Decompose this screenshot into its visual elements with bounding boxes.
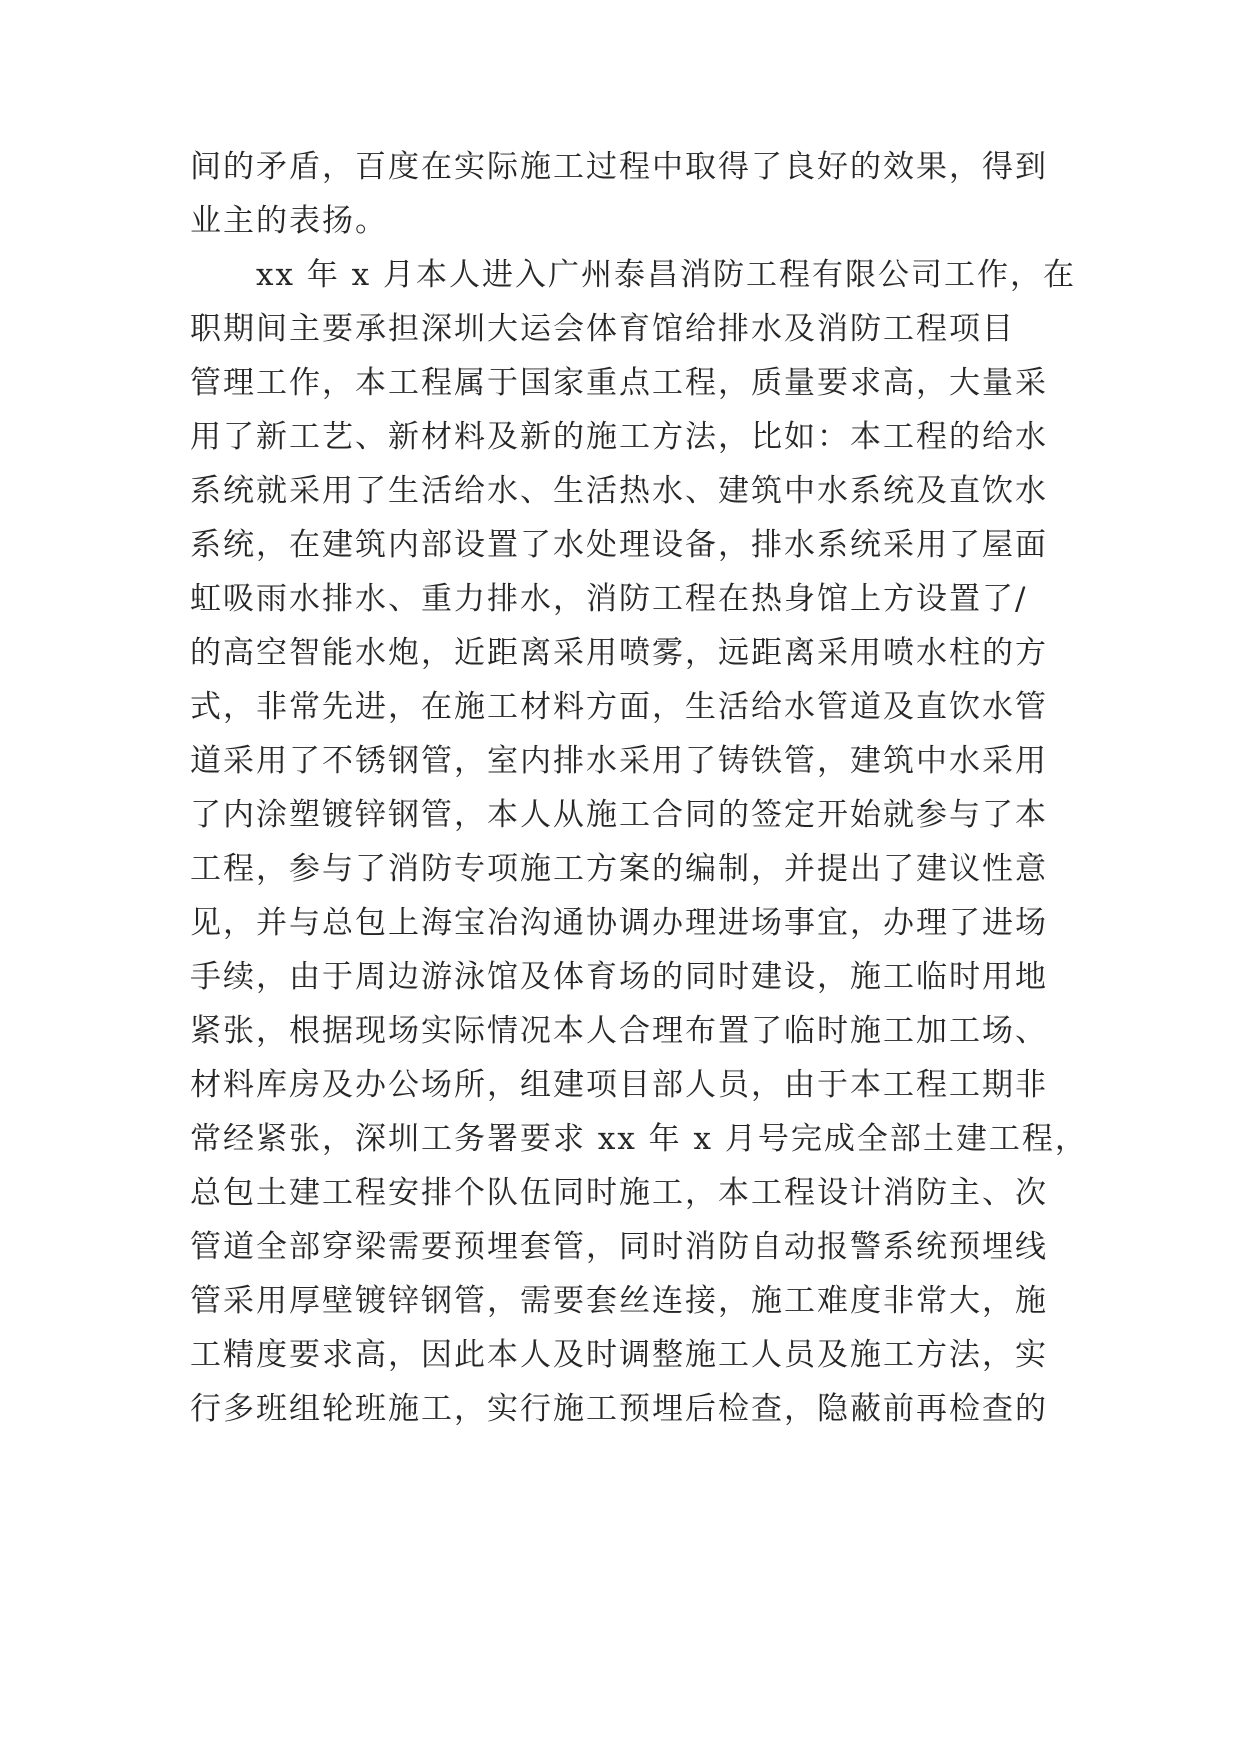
text-line: 了内涂塑镀锌钢管，本人从施工合同的签定开始就参与了本 <box>190 797 1048 833</box>
text-line: 工程，参与了消防专项施工方案的编制，并提出了建议性意 <box>190 851 1048 887</box>
text-line: 管理工作，本工程属于国家重点工程，质量要求高，大量采 <box>190 365 1048 401</box>
text-line: 系统就采用了生活给水、生活热水、建筑中水系统及直饮水 <box>190 473 1048 509</box>
text-line: 见，并与总包上海宝冶沟通协调办理进场事宜，办理了进场 <box>190 905 1048 941</box>
text-line: 职期间主要承担深圳大运会体育馆给排水及消防工程项目 <box>190 311 1015 347</box>
text-line: 总包土建工程安排个队伍同时施工，本工程设计消防主、次 <box>190 1175 1048 1211</box>
text-line: 业主的表扬。 <box>190 203 388 239</box>
text-line: 式，非常先进，在施工材料方面，生活给水管道及直饮水管 <box>190 689 1048 725</box>
text-line: xx 年 x 月本人进入广州泰昌消防工程有限公司工作，在 <box>256 257 1077 293</box>
text-line: 用了新工艺、新材料及新的施工方法，比如：本工程的给水 <box>190 419 1048 455</box>
text-line: 手续，由于周边游泳馆及体育场的同时建设，施工临时用地 <box>190 959 1048 995</box>
text-line: 虹吸雨水排水、重力排水，消防工程在热身馆上方设置了/ <box>190 581 1028 617</box>
text-line: 管道全部穿梁需要预埋套管，同时消防自动报警系统预埋线 <box>190 1229 1048 1265</box>
text-line: 管采用厚壁镀锌钢管，需要套丝连接，施工难度非常大，施 <box>190 1283 1048 1319</box>
text-line: 紧张，根据现场实际情况本人合理布置了临时施工加工场、 <box>190 1013 1048 1049</box>
text-line: 行多班组轮班施工，实行施工预埋后检查，隐蔽前再检查的 <box>190 1391 1048 1427</box>
text-line: 道采用了不锈钢管，室内排水采用了铸铁管，建筑中水采用 <box>190 743 1048 779</box>
text-line: 的高空智能水炮，近距离采用喷雾，远距离采用喷水柱的方 <box>190 635 1048 671</box>
text-line: 材料库房及办公场所，组建项目部人员，由于本工程工期非 <box>190 1067 1048 1103</box>
text-line: 常经紧张，深圳工务署要求 xx 年 x 月号完成全部土建工程， <box>190 1121 1088 1157</box>
text-line: 间的矛盾，百度在实际施工过程中取得了良好的效果，得到 <box>190 149 1048 185</box>
text-line: 系统，在建筑内部设置了水处理设备，排水系统采用了屋面 <box>190 527 1048 563</box>
text-line: 工精度要求高，因此本人及时调整施工人员及施工方法，实 <box>190 1337 1048 1373</box>
